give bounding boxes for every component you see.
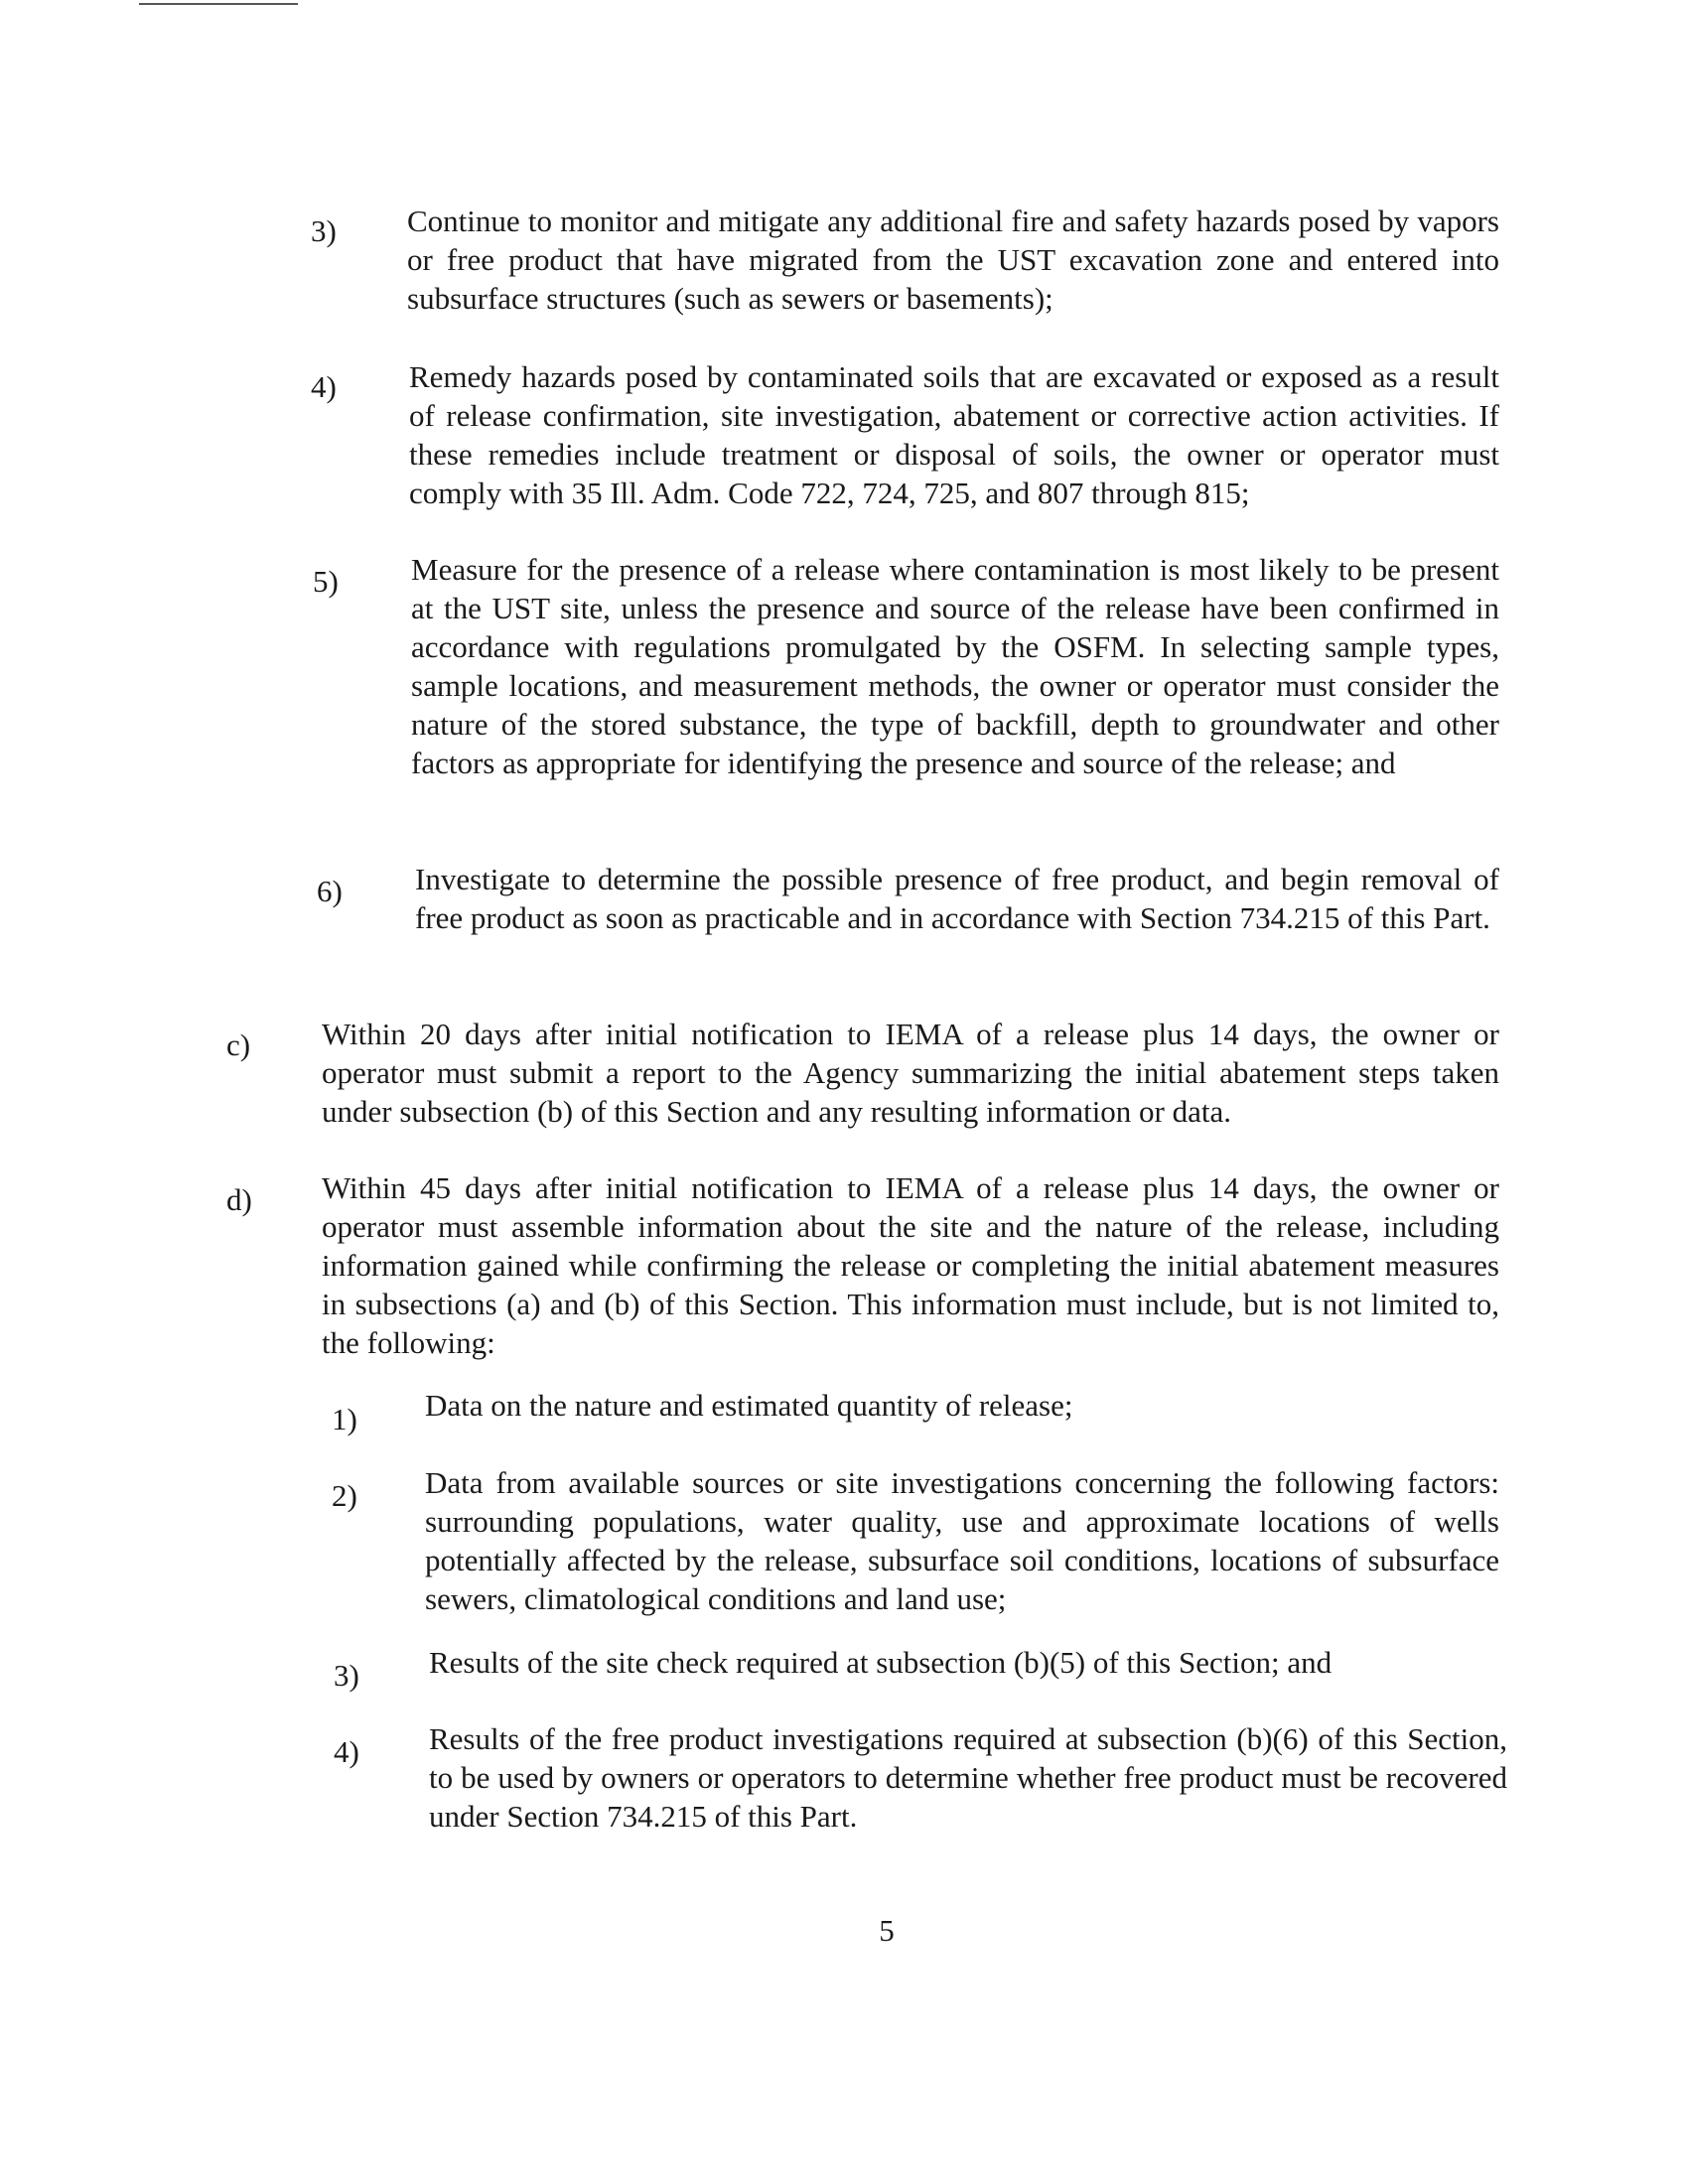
item-text-b6: Investigate to determine the possible presence of free product, and begin removal of free product as soon as practicable and in accordance with Section 734.215 of this Part. xyxy=(415,862,1499,935)
item-marker-b3: 3) xyxy=(311,213,337,248)
item-marker-d: d) xyxy=(226,1182,252,1217)
item-text-b5: Measure for the presence of a release where contamination is most likely to be present at the UST site, unless the presence and source of the release have been confirmed in accordance with regulations promulgated by the OSFM. In selecting sample types, sample locations, and measurement methods, the owner or operator must consider the nature of the stored substance, the type of backfill, depth to groundwater and other factors as appropriate for identifying the presence and source of the release; and xyxy=(411,552,1499,780)
item-marker-c: c) xyxy=(226,1027,251,1062)
item-marker-b6: 6) xyxy=(317,874,343,908)
item-text-b4: Remedy hazards posed by contaminated soils that are excavated or exposed as a result of release confirmation, site investigation, abatement or corrective action activities. If these remedies include treatment or disposal of soils, the owner or operator must comply with 35 Ill. Adm. Code 722, 724, 725, and 807 through 815; xyxy=(409,359,1499,510)
item-text-b3: Continue to monitor and mitigate any additional fire and safety hazards posed by vapors or free product that have migrated from the UST excavation zone and entered into subsurface structures (such as sewers or basements); xyxy=(407,204,1499,316)
item-marker-d2: 2) xyxy=(332,1478,357,1513)
item-marker-d3: 3) xyxy=(334,1658,359,1693)
item-text-d1: Data on the nature and estimated quantity of release; xyxy=(425,1388,1073,1423)
item-marker-b4: 4) xyxy=(311,369,337,404)
item-marker-b5: 5) xyxy=(313,564,339,599)
item-text-d4: Results of the free product investigations required at subsection (b)(6) of this Section, to be used by owners or operators to determine whether free product must be recovered under Section 734.215 of this Part. xyxy=(429,1721,1507,1834)
item-text-c: Within 20 days after initial notification to IEMA of a release plus 14 days, the owner or operator must submit a report to the Agency summarizing the initial abatement steps taken under subsection (b) of this Section and any resulting information or data. xyxy=(322,1017,1499,1129)
item-marker-d4: 4) xyxy=(334,1734,359,1769)
item-text-d2: Data from available sources or site investigations concerning the following factors: surrounding populations, water quality, use and approximate locations of wells potentially affected by the release, subsurface soil conditions, locations of subsurface sewers, climatological conditions and land use; xyxy=(425,1465,1499,1616)
item-text-d: Within 45 days after initial notification to IEMA of a release plus 14 days, the owner or operator must assemble information about the site and the nature of the release, including information gained while confirming the release or completing the initial abatement measures in subsections (a) and (b) of this Section. This information must include, but is not limited to, the following: xyxy=(322,1170,1499,1360)
page-number: 5 xyxy=(879,1913,895,1948)
top-rule xyxy=(139,3,298,5)
item-text-d3: Results of the site check required at subsection (b)(5) of this Section; and xyxy=(429,1645,1333,1680)
item-marker-d1: 1) xyxy=(332,1402,357,1436)
